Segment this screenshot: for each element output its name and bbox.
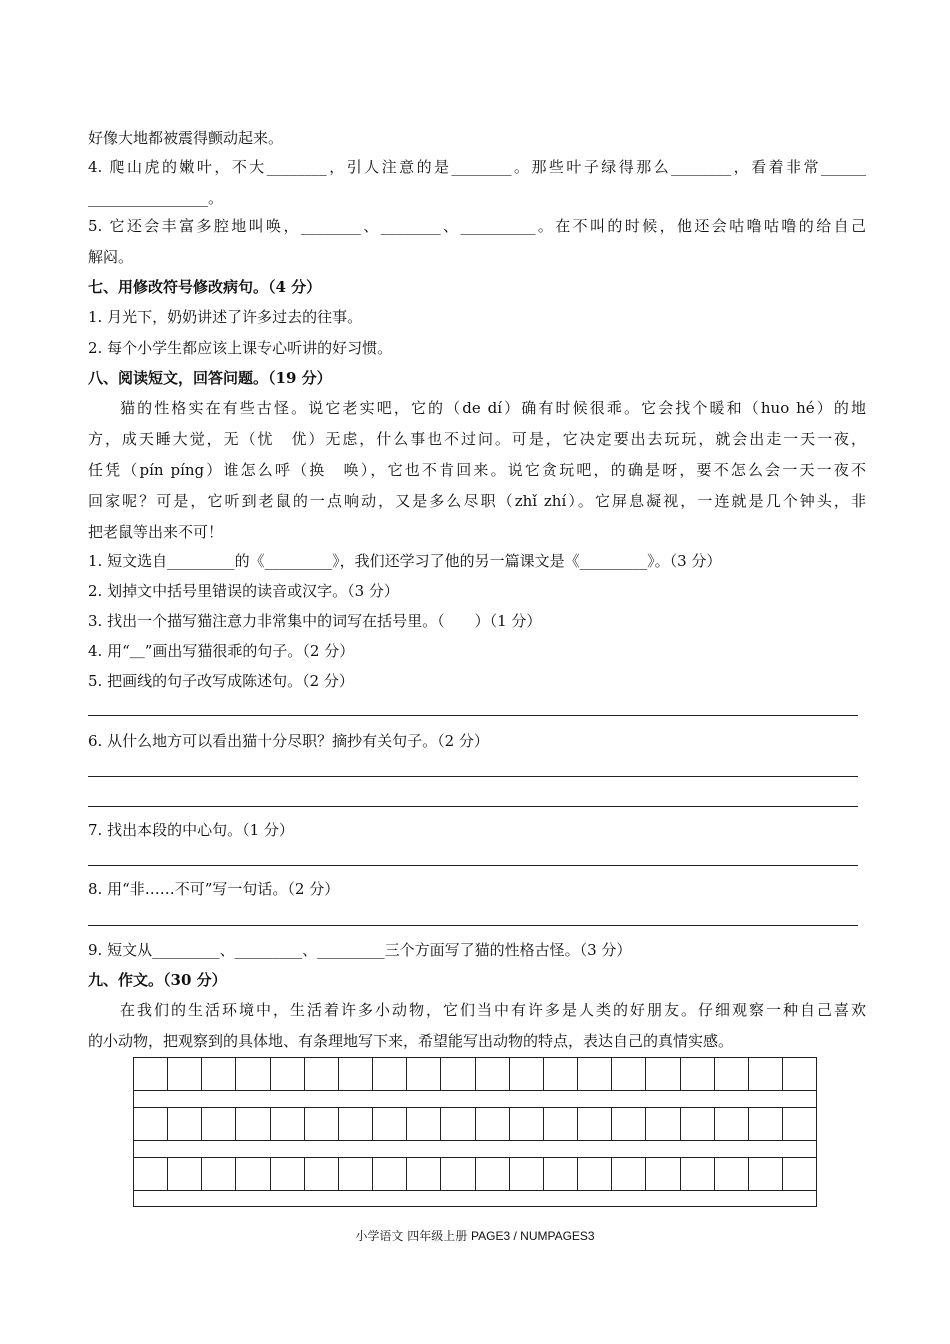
section-8-heading: 八、阅读短文，回答问题。（19 分） <box>88 369 332 387</box>
writing-grid[interactable] <box>133 1057 817 1207</box>
reading-question-1: 1. 短文选自_________的《_________》，我们还学习了他的另一篇课文是《_________》。（3 分） <box>88 552 722 570</box>
grid-row[interactable] <box>133 1107 817 1141</box>
section-7-heading: 七、用修改符号修改病句。（4 分） <box>88 278 322 296</box>
reading-question-5: 5. 把画线的句子改写成陈述句。（2 分） <box>88 672 354 690</box>
reading-question-8: 8. 用“非……不可”写一句话。（2 分） <box>88 880 340 898</box>
question-5-line1: 5. 它还会丰富多腔地叫唤，________、________、__________。在不叫的时候，他还会咕噜咕噜的给自己 <box>88 217 866 235</box>
question-4-line2: ________________。 <box>88 189 224 207</box>
grid-row[interactable] <box>133 1157 817 1191</box>
passage-line-4: 回家呢？可是，它听到老鼠的一点响动，又是多么尽职（zhǐ zhí）。它屏息凝视，一连就是几个钟头，非 <box>88 492 866 510</box>
reading-question-4: 4. 用“＿”画出写猫很乖的句子。（2 分） <box>88 642 355 660</box>
passage-line-5: 把老鼠等出来不可！ <box>88 523 224 541</box>
passage-line-2: 方，成天睡大觉，无（忧 优）无虑，什么事也不过问。可是，它决定要出去玩玩，就会出走一天一夜， <box>88 430 866 448</box>
passage-line-1: 猫的性格实在有些古怪。说它老实吧，它的（de dí）确有时候很乖。它会找个暖和（huo hé）的地 <box>120 399 866 417</box>
passage-line-3: 任凭（pín píng）谁怎么呼（换 唤），它也不肯回来。说它贪玩吧，的确是呀，要不怎么会一天一夜不 <box>88 461 866 479</box>
answer-line[interactable] <box>88 925 858 926</box>
text-line: 好像大地都被震得颤动起来。 <box>88 129 284 147</box>
reading-question-7: 7. 找出本段的中心句。（1 分） <box>88 821 294 839</box>
section-9-heading: 九、作文。（30 分） <box>88 971 227 989</box>
answer-line[interactable] <box>88 776 858 777</box>
reading-question-3: 3. 找出一个描写猫注意力非常集中的词写在括号里。（ ）（1 分） <box>88 612 542 630</box>
composition-prompt-line-1: 在我们的生活环境中，生活着许多小动物，它们当中有许多是人类的好朋友。仔细观察一种自己喜欢 <box>120 1001 866 1019</box>
reading-question-9: 9. 短文从_________、_________、_________三个方面写了猫的性格古怪。（3 分） <box>88 941 632 959</box>
section-7-sentence-1: 1. 月光下，奶奶讲述了许多过去的往事。 <box>88 308 363 326</box>
section-7-sentence-2: 2. 每个小学生都应该上课专心听讲的好习惯。 <box>88 339 393 357</box>
reading-question-6: 6. 从什么地方可以看出猫十分尽职？摘抄有关句子。（2 分） <box>88 732 489 750</box>
answer-line[interactable] <box>88 715 858 716</box>
page-footer <box>0 1227 950 1244</box>
grid-spacer <box>133 1091 817 1107</box>
footer-page-field: PAGE3 / NUMPAGES3 <box>471 1229 595 1243</box>
grid-spacer <box>133 1191 817 1207</box>
composition-prompt-line-2: 的小动物，把观察到的具体地、有条理地写下来，希望能写出动物的特点，表达自己的真情实感。 <box>88 1032 734 1050</box>
answer-line[interactable] <box>88 865 858 866</box>
question-4-line1: 4. 爬山虎的嫩叶，不大________，引人注意的是________。那些叶子绿得那么________，看着非常______ <box>88 158 866 176</box>
footer-text: 小学语文 四年级上册 <box>355 1229 472 1243</box>
reading-question-2: 2. 划掉文中括号里错误的读音或汉字。（3 分） <box>88 582 399 600</box>
answer-line[interactable] <box>88 806 858 807</box>
question-5-line2: 解闷。 <box>88 248 134 266</box>
grid-spacer <box>133 1141 817 1157</box>
grid-row[interactable] <box>133 1057 817 1091</box>
